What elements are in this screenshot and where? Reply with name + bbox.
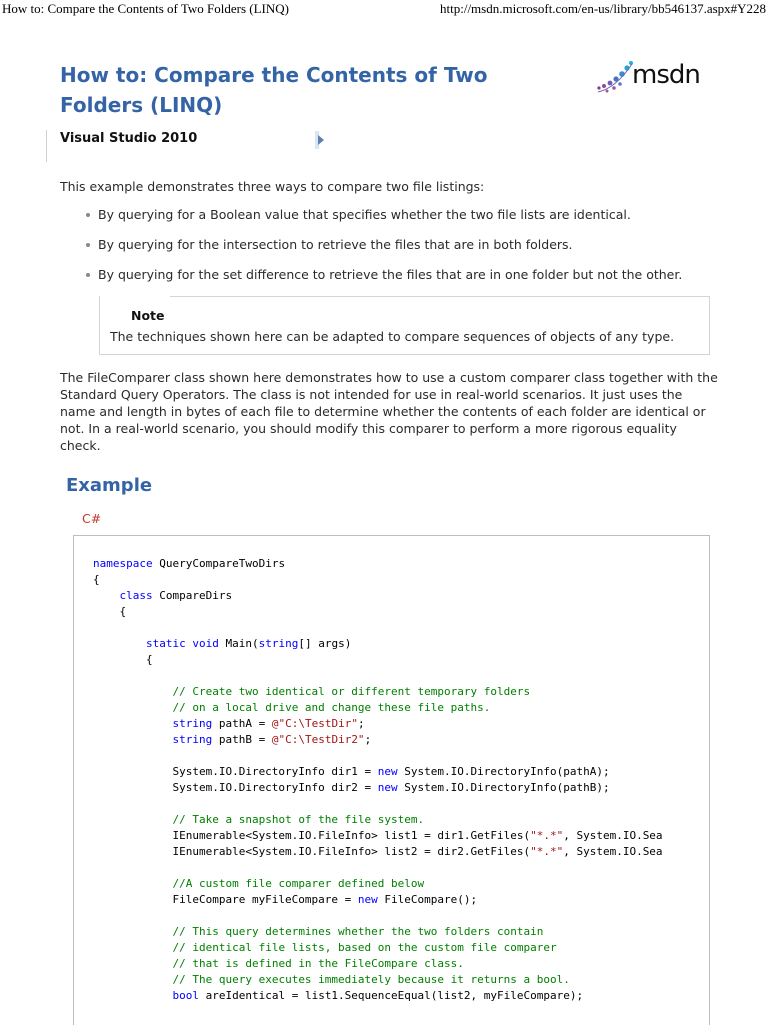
code-token (93, 685, 172, 698)
msdn-logo-swirl-icon (596, 58, 636, 98)
code-keyword: new (377, 781, 398, 794)
code-line (93, 860, 663, 876)
code-line (93, 636, 663, 652)
msdn-logo-text: msdn (632, 60, 700, 90)
code-line (93, 828, 663, 844)
collapse-arrow-icon[interactable] (315, 131, 327, 149)
note-divider (170, 296, 709, 297)
code-keyword: namespace (93, 557, 153, 570)
code-keyword: class (119, 589, 153, 602)
note-text: The techniques shown here can be adapted to compare sequences of objects of any type. (110, 329, 675, 344)
print-header-url: http://msdn.microsoft.com/en-us/library/bb546137.aspx#Y228 (440, 1, 767, 16)
code-line (93, 748, 663, 764)
list-item-text: By querying for a Boolean value that specifies whether the two file lists are identical. (98, 207, 631, 222)
code-token: pathB = (212, 733, 272, 746)
page-title-line-1: How to: Compare the Contents of Two (60, 63, 488, 87)
code-comment: //A custom file comparer defined below (172, 877, 425, 890)
code-line (93, 572, 663, 588)
code-line (93, 956, 663, 972)
code-comment: // identical file lists, based on the custom file comparer (172, 941, 557, 954)
code-line (93, 732, 663, 748)
code-token: System.IO.DirectoryInfo(pathB); (397, 781, 610, 794)
code-keyword: new (357, 893, 378, 906)
code-token: CompareDirs (152, 589, 233, 602)
page-title (60, 60, 530, 120)
code-block (73, 535, 710, 1025)
code-token: IEnumerable<System.IO.FileInfo> list1 = dir1.GetFiles( (93, 829, 531, 842)
code-token (93, 941, 172, 954)
code-token: areIdentical = list1.SequenceEqual(list2, myFileCompare); (198, 989, 584, 1002)
code-keyword: bool (172, 989, 199, 1002)
code-string: "*.*" (530, 829, 564, 842)
code-token: { (93, 653, 153, 666)
code-line (93, 988, 663, 1004)
code-token (93, 637, 146, 650)
bullet-icon (86, 273, 90, 277)
code-line (93, 940, 663, 956)
code-line (93, 908, 663, 924)
code-keyword: new (377, 765, 398, 778)
code-token: { (93, 573, 100, 586)
code-keyword: string (172, 733, 213, 746)
code-line (93, 844, 663, 860)
code-line (93, 700, 663, 716)
print-header (0, 0, 768, 18)
example-heading: Example (66, 475, 153, 496)
code-token (93, 925, 172, 938)
list-item (86, 267, 682, 297)
code-token: ; (357, 717, 365, 730)
code-keyword: string (258, 637, 299, 650)
code-line (93, 972, 663, 988)
code-comment: // that is defined in the FileCompare class. (172, 957, 464, 970)
code-comment: // This query determines whether the two folders contain (172, 925, 544, 938)
code-line (93, 924, 663, 940)
bullet-icon (86, 243, 90, 247)
code-keyword: string (172, 717, 213, 730)
code-token (93, 813, 172, 826)
code-token: , System.IO.Sea (563, 829, 663, 842)
code-token: IEnumerable<System.IO.FileInfo> list2 = dir2.GetFiles( (93, 845, 531, 858)
code-token (93, 733, 172, 746)
code-comment: // Take a snapshot of the file system. (172, 813, 425, 826)
code-comment: // on a local drive and change these file paths. (172, 701, 491, 714)
product-version: Visual Studio 2010 (60, 131, 198, 146)
code-string: @"C:\TestDir2" (271, 733, 365, 746)
code-token: { (93, 605, 127, 618)
msdn-logo[interactable] (596, 58, 714, 98)
code-line (93, 668, 663, 684)
file-comparer-description: The FileComparer class shown here demonstrates how to use a custom comparer class together with the Standard Query Operators. The class is not intended for use in real-world scenarios. It just uses the name and length in bytes of each file to determine whether the contents of each folder are identical or not. In a real-world scenario, you should modify this comparer to perform a more rigorous equality check. (60, 370, 718, 453)
code-token (93, 989, 172, 1002)
code-token: System.IO.DirectoryInfo dir1 = (93, 765, 378, 778)
code-line (93, 892, 663, 908)
language-tab-csharp[interactable]: C# (82, 511, 102, 526)
code-line (93, 652, 663, 668)
code-token (93, 973, 172, 986)
code-token (93, 589, 120, 602)
list-item (86, 207, 682, 237)
code-line (93, 796, 663, 812)
code-line (93, 620, 663, 636)
code-token: pathA = (212, 717, 272, 730)
bullet-icon (86, 213, 90, 217)
code-line (93, 812, 663, 828)
code-keyword: static (145, 637, 186, 650)
code-token: ; (364, 733, 372, 746)
code-line (93, 876, 663, 892)
code-comment: // Create two identical or different temporary folders (172, 685, 531, 698)
code-line (93, 716, 663, 732)
code-token (93, 877, 172, 890)
code-token (93, 957, 172, 970)
code-comment: // The query executes immediately because it returns a bool. (172, 973, 570, 986)
code-token: QueryCompareTwoDirs (152, 557, 286, 570)
code-keyword: void (192, 637, 219, 650)
note-title: Note (131, 308, 165, 323)
code-line (93, 556, 663, 572)
code-token: [] args) (298, 637, 352, 650)
code-line (93, 588, 663, 604)
intro-text: This example demonstrates three ways to compare two file listings: (60, 179, 485, 194)
code-token: Main( (218, 637, 259, 650)
code-listing (93, 556, 663, 1004)
code-token: , System.IO.Sea (563, 845, 663, 858)
header-divider (46, 130, 47, 162)
code-line (93, 780, 663, 796)
page-title-line-2: Folders (LINQ) (60, 93, 223, 117)
code-token: System.IO.DirectoryInfo(pathA); (397, 765, 610, 778)
comparison-methods-list (86, 207, 682, 297)
code-token (93, 717, 172, 730)
note-box (99, 296, 710, 355)
code-string: @"C:\TestDir" (271, 717, 358, 730)
code-line (93, 604, 663, 620)
code-line (93, 764, 663, 780)
code-line (93, 684, 663, 700)
list-item-text: By querying for the intersection to retrieve the files that are in both folders. (98, 237, 573, 252)
list-item (86, 237, 682, 267)
code-token: FileCompare myFileCompare = (93, 893, 358, 906)
list-item-text: By querying for the set difference to retrieve the files that are in one folder but not the other. (98, 267, 683, 282)
code-token (93, 701, 172, 714)
print-header-title: How to: Compare the Contents of Two Folders (LINQ) (2, 1, 289, 16)
code-token: System.IO.DirectoryInfo dir2 = (93, 781, 378, 794)
code-string: "*.*" (530, 845, 564, 858)
code-token: FileCompare(); (377, 893, 478, 906)
